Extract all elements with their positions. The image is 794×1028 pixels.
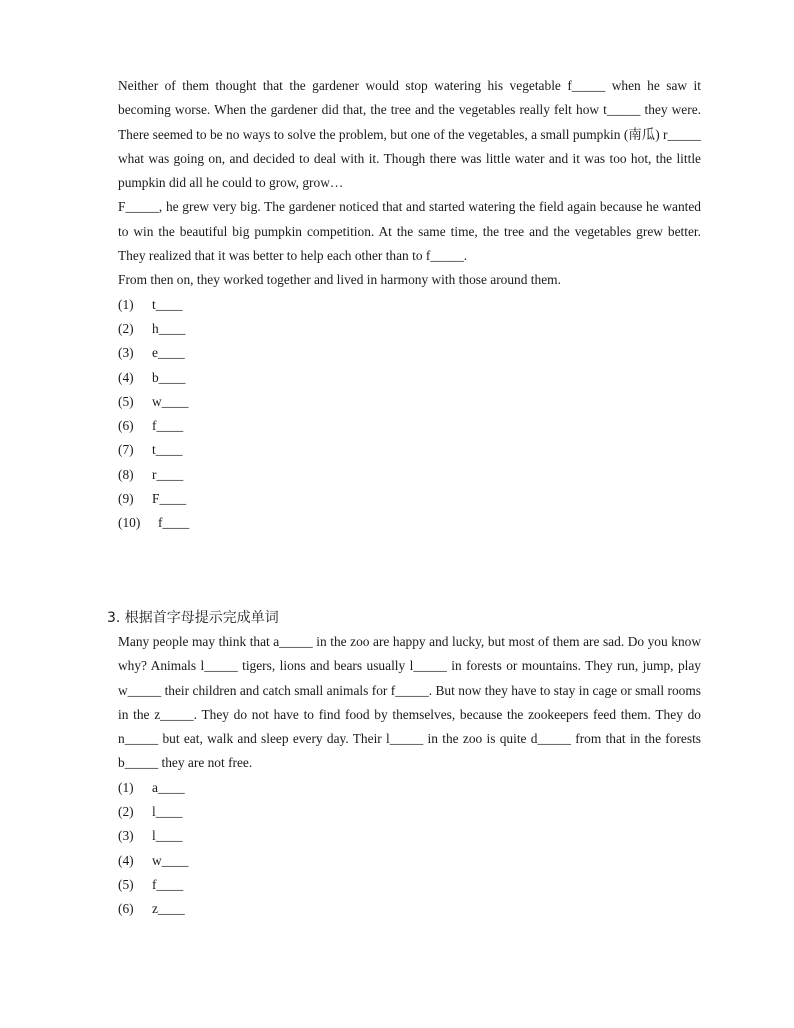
answer-blank[interactable]: r____ bbox=[152, 466, 184, 482]
passage-2-body bbox=[118, 74, 701, 536]
answer-blank[interactable]: z____ bbox=[152, 901, 185, 917]
answer-blank[interactable]: f____ bbox=[152, 876, 184, 892]
passage-3-body bbox=[118, 630, 701, 922]
answer-blank[interactable]: w____ bbox=[152, 852, 189, 868]
item-number: (7) bbox=[118, 442, 134, 458]
answer-blank[interactable]: t____ bbox=[152, 296, 183, 312]
answer-item bbox=[118, 487, 701, 511]
passage-paragraph: F_____, he grew very big. The gardener noticed that and started watering the field again because he wanted to win the beautiful big pumpkin competition. At the same time, the tree and the vegetables grew better. They realized that it was better to help each other than to f_____. bbox=[118, 199, 701, 264]
answer-item bbox=[118, 824, 701, 848]
item-number: (6) bbox=[118, 418, 134, 434]
answer-item bbox=[118, 511, 701, 535]
answer-list-2 bbox=[118, 293, 701, 536]
item-number: (4) bbox=[118, 369, 134, 385]
passage-paragraph: From then on, they worked together and lived in harmony with those around them. bbox=[118, 272, 561, 288]
answer-item bbox=[118, 293, 701, 317]
answer-item bbox=[118, 873, 701, 897]
item-number: (2) bbox=[118, 320, 134, 336]
answer-blank[interactable]: w____ bbox=[152, 393, 189, 409]
item-number: (3) bbox=[118, 828, 134, 844]
item-number: (1) bbox=[118, 296, 134, 312]
item-number: (8) bbox=[118, 466, 134, 482]
answer-blank[interactable]: e____ bbox=[152, 345, 185, 361]
answer-blank[interactable]: t____ bbox=[152, 442, 183, 458]
item-number: (5) bbox=[118, 393, 134, 409]
answer-item bbox=[118, 897, 701, 921]
item-number: (3) bbox=[118, 345, 134, 361]
answer-item bbox=[118, 776, 701, 800]
item-number: (6) bbox=[118, 901, 134, 917]
answer-blank[interactable]: l____ bbox=[152, 828, 183, 844]
answer-item bbox=[118, 390, 701, 414]
answer-blank[interactable]: l____ bbox=[152, 804, 183, 820]
answer-item bbox=[118, 463, 701, 487]
item-number: (5) bbox=[118, 876, 134, 892]
answer-item bbox=[118, 800, 701, 824]
answer-item bbox=[118, 317, 701, 341]
answer-item bbox=[118, 849, 701, 873]
answer-blank[interactable]: F____ bbox=[152, 491, 187, 507]
answer-blank[interactable]: b____ bbox=[152, 369, 186, 385]
passage-paragraph: Many people may think that a_____ in the zoo are happy and lucky, but most of them are sad. Do you know why? Animals l_____ tigers, lions and bears usually l_____ in forests or mountains. They run, jump, play w_____ their children and catch small animals for f_____. But now they have to stay in cage or small rooms in the z_____. They do not have to find food by themselves, because the zookeepers feed them. They do n_____ but eat, walk and sleep every day. Their l_____ in the zoo is quite d_____ from that in the forests b_____ they are not free. bbox=[118, 634, 701, 771]
answer-blank[interactable]: f____ bbox=[152, 418, 184, 434]
item-number: (4) bbox=[118, 852, 134, 868]
answer-item bbox=[118, 341, 701, 365]
question-3-heading: 3. 根据首字母提示完成单词 bbox=[107, 610, 279, 626]
item-number: (10) bbox=[118, 515, 141, 531]
answer-blank[interactable]: a____ bbox=[152, 779, 185, 795]
item-number: (2) bbox=[118, 804, 134, 820]
passage-paragraph: Neither of them thought that the gardener would stop watering his vegetable f_____ when he saw it becoming worse. When the gardener did that, the tree and the vegetables really felt how t_____ they were. There seemed to be no ways to solve the problem, but one of the vegetables, a small pumpkin (南瓜) r_____ what was going on, and decided to deal with it. Though there was little water and it was too hot, the little pumpkin did all he could to grow, grow… bbox=[118, 78, 701, 191]
item-number: (9) bbox=[118, 491, 134, 507]
answer-blank[interactable]: f____ bbox=[158, 515, 190, 531]
answer-item bbox=[118, 414, 701, 438]
answer-list-3 bbox=[118, 776, 701, 922]
answer-blank[interactable]: h____ bbox=[152, 320, 186, 336]
answer-item bbox=[118, 438, 701, 462]
item-number: (1) bbox=[118, 779, 134, 795]
answer-item bbox=[118, 366, 701, 390]
